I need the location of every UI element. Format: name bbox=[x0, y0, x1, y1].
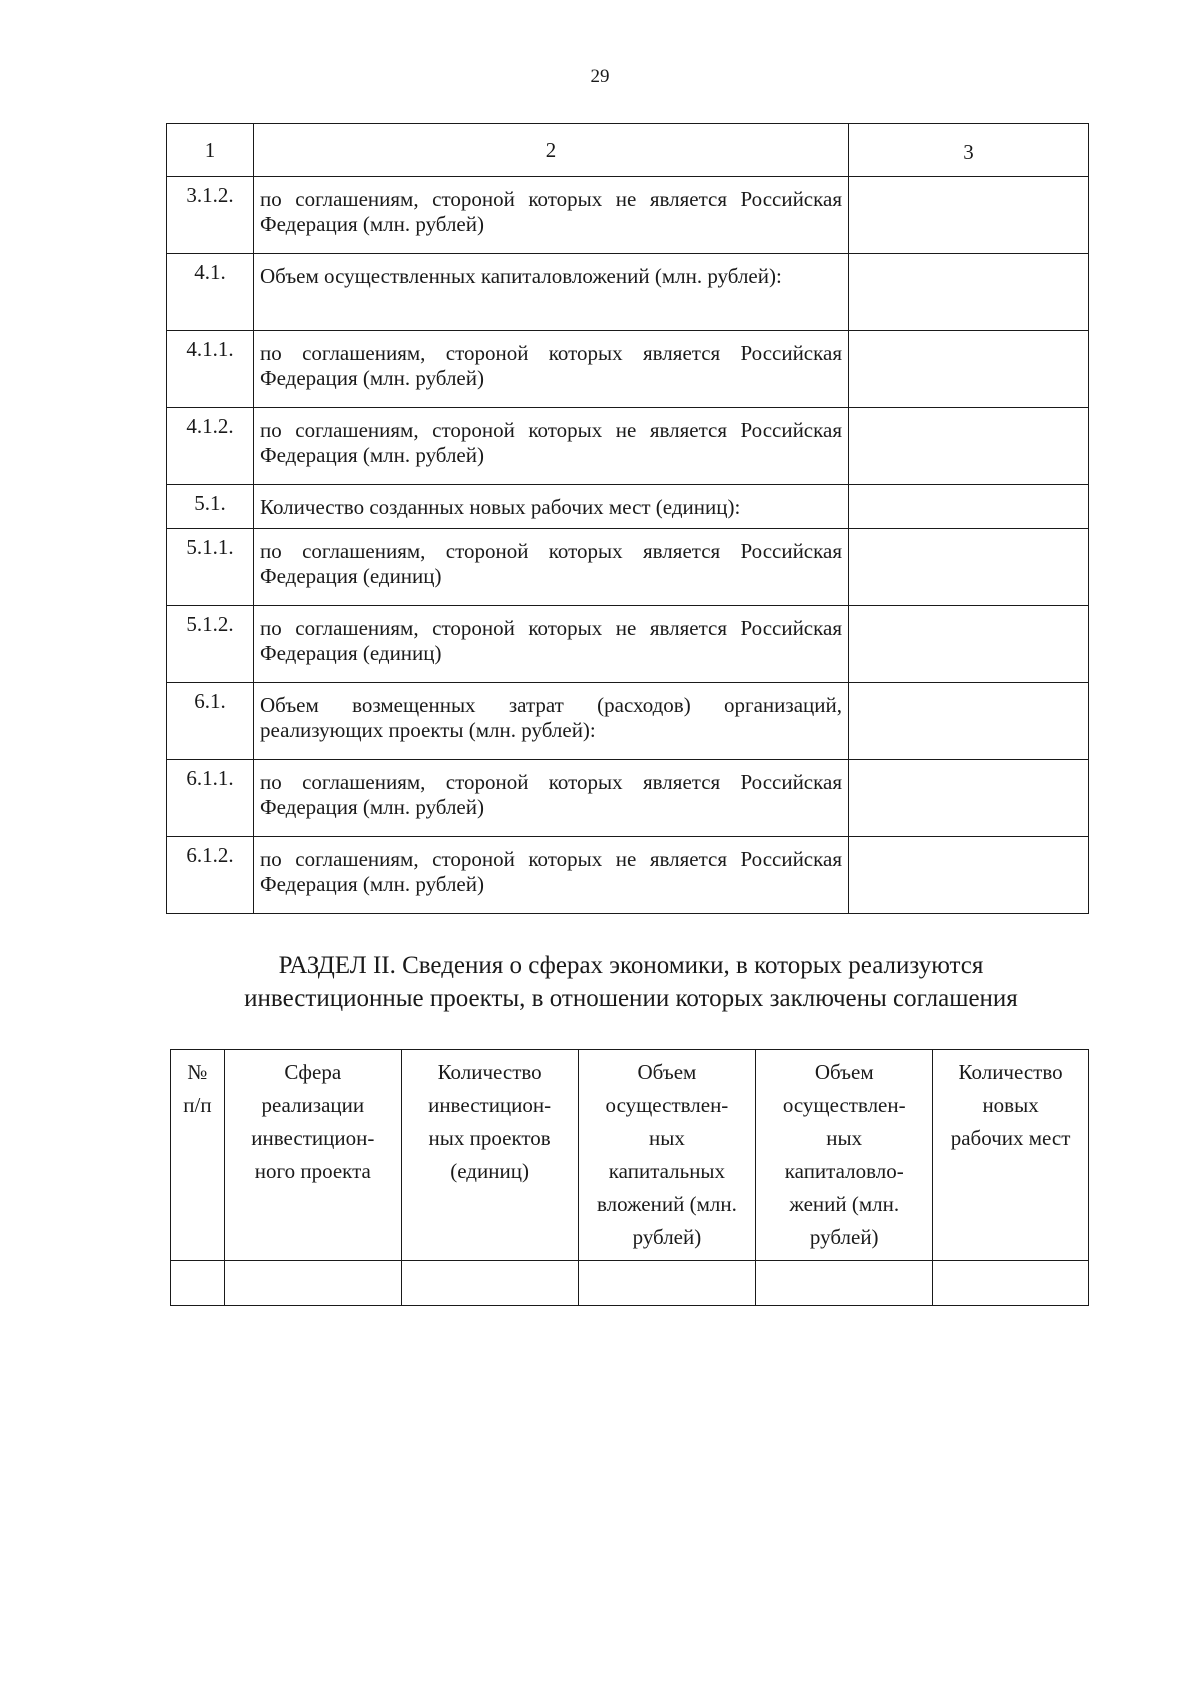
row-value bbox=[849, 606, 1089, 683]
row-number: 3.1.2. bbox=[167, 177, 254, 254]
section-title bbox=[0, 949, 1200, 1015]
row-number: 6.1.2. bbox=[167, 837, 254, 914]
table-header-row bbox=[167, 124, 1089, 177]
row-value bbox=[849, 529, 1089, 606]
header-cell-capital-investments-2: Объем осуществлен- ных капиталовло- жений (млн. рублей) bbox=[756, 1050, 933, 1261]
table-row bbox=[171, 1261, 1089, 1306]
row-number: 4.1. bbox=[167, 254, 254, 331]
empty-cell bbox=[756, 1261, 933, 1306]
row-number: 4.1.1. bbox=[167, 331, 254, 408]
header-cell-2: 2 bbox=[254, 124, 849, 177]
row-text: по соглашениям, стороной которых не является Российская Федерация (млн. рублей) bbox=[254, 177, 849, 254]
row-text: Объем возмещенных затрат (расходов) организаций, реализующих проекты (млн. рублей): bbox=[254, 683, 849, 760]
table-row bbox=[167, 606, 1089, 683]
row-text: Количество созданных новых рабочих мест (единиц): bbox=[254, 485, 849, 529]
header-cell-capital-investments: Объем осуществлен- ных капитальных вложений (млн. рублей) bbox=[578, 1050, 756, 1261]
row-number: 4.1.2. bbox=[167, 408, 254, 485]
row-number: 6.1. bbox=[167, 683, 254, 760]
indicators-table bbox=[166, 123, 1089, 914]
row-value bbox=[849, 837, 1089, 914]
row-number: 5.1. bbox=[167, 485, 254, 529]
header-cell-1: 1 bbox=[167, 124, 254, 177]
row-text: по соглашениям, стороной которых не является Российская Федерация (млн. рублей) bbox=[254, 408, 849, 485]
empty-cell bbox=[224, 1261, 401, 1306]
section-title-line: инвестиционные проекты, в отношении которых заключены соглашения bbox=[244, 985, 1018, 1012]
row-number: 6.1.1. bbox=[167, 760, 254, 837]
header-cell-number: № п/п bbox=[171, 1050, 225, 1261]
header-cell-projects-count: Количество инвестицион- ных проектов (единиц) bbox=[401, 1050, 578, 1261]
row-text: по соглашениям, стороной которых не является Российская Федерация (млн. рублей) bbox=[254, 837, 849, 914]
table-row bbox=[167, 683, 1089, 760]
header-cell-3: 3 bbox=[849, 124, 1089, 177]
table-header-row bbox=[171, 1050, 1089, 1261]
section-title-line: РАЗДЕЛ II. Сведения о сферах экономики, в которых реализуются bbox=[278, 952, 984, 979]
row-text: по соглашениям, стороной которых является Российская Федерация (единиц) bbox=[254, 529, 849, 606]
empty-cell bbox=[933, 1261, 1089, 1306]
row-value bbox=[849, 177, 1089, 254]
header-cell-new-jobs: Количество новых рабочих мест bbox=[933, 1050, 1089, 1261]
empty-cell bbox=[578, 1261, 756, 1306]
row-text: по соглашениям, стороной которых не является Российская Федерация (единиц) bbox=[254, 606, 849, 683]
row-value bbox=[849, 485, 1089, 529]
empty-cell bbox=[401, 1261, 578, 1306]
empty-cell bbox=[171, 1261, 225, 1306]
row-text: по соглашениям, стороной которых является Российская Федерация (млн. рублей) bbox=[254, 331, 849, 408]
header-cell-sphere: Сфера реализации инвестицион- ного проекта bbox=[224, 1050, 401, 1261]
row-text: Объем осуществленных капиталовложений (млн. рублей): bbox=[254, 254, 849, 331]
row-value bbox=[849, 254, 1089, 331]
row-value bbox=[849, 683, 1089, 760]
row-text: по соглашениям, стороной которых является Российская Федерация (млн. рублей) bbox=[254, 760, 849, 837]
row-value bbox=[849, 331, 1089, 408]
table-row bbox=[167, 485, 1089, 529]
row-value bbox=[849, 760, 1089, 837]
economy-spheres-table bbox=[170, 1049, 1089, 1306]
row-value bbox=[849, 408, 1089, 485]
table-row bbox=[167, 529, 1089, 606]
table-row bbox=[167, 331, 1089, 408]
row-number: 5.1.2. bbox=[167, 606, 254, 683]
row-number: 5.1.1. bbox=[167, 529, 254, 606]
table-row bbox=[167, 760, 1089, 837]
table-row bbox=[167, 837, 1089, 914]
table-row bbox=[167, 177, 1089, 254]
table-row bbox=[167, 408, 1089, 485]
table-row bbox=[167, 254, 1089, 331]
page-number: 29 bbox=[590, 66, 610, 87]
